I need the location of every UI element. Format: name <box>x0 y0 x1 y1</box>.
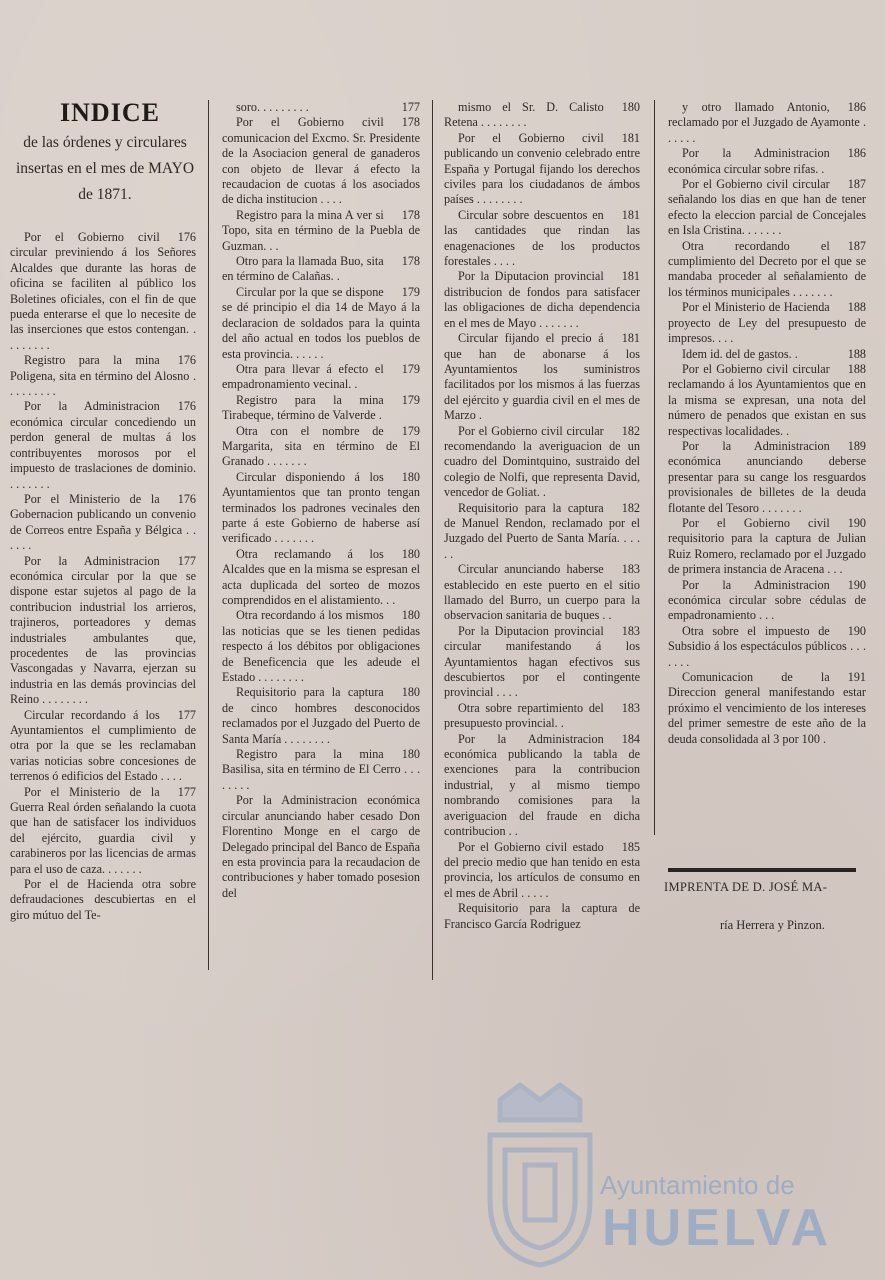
entry-page-number: 180 <box>621 100 640 114</box>
index-entry <box>222 285 420 362</box>
entry-page-number: 183 <box>621 700 640 715</box>
index-entry <box>222 470 420 547</box>
index-entry <box>222 793 420 901</box>
entry-page-number: 182 <box>621 500 640 515</box>
entry-page-number: 180 <box>401 608 420 623</box>
entry-page-number: 181 <box>621 207 640 222</box>
index-entry <box>10 353 196 399</box>
index-entry <box>444 901 640 932</box>
index-column-2 <box>222 100 420 901</box>
index-entry <box>222 424 420 470</box>
entry-text: Otra con el nombre de Margarita, sita en término de El Granado . . . . . . . <box>222 423 420 469</box>
index-entry <box>222 100 420 115</box>
entry-text: Circular recordando á los Ayuntamientos el cumplimiento de otra por la que se les reclamaban varias noticias sobre concesiones de terrenos ó edificios del Estado . . . . <box>10 707 196 784</box>
entry-page-number: 183 <box>621 562 640 577</box>
entry-page-number: 176 <box>177 230 196 244</box>
index-title: INDICE <box>60 98 160 127</box>
entry-page-number: 186 <box>847 100 866 114</box>
entry-text: y otro llamado Antonio, reclamado por el Juzgado de Ayamonte . . . . . . <box>668 100 866 145</box>
entry-text: Otra recordando á los mismos las noticias que se les tienen pedidas respecto á los débitos por obligaciones de Beneficencia que les adeude el Estado . . . . . . . . <box>222 608 420 685</box>
index-entry <box>668 300 866 346</box>
index-entry <box>444 208 640 270</box>
index-entry <box>444 331 640 423</box>
index-entry <box>10 785 196 877</box>
entry-text: Registro para la mina A ver si Topo, sita en término de la Puebla de Guzman. . . <box>222 207 420 253</box>
entry-text: Por el Ministerio de Hacienda proyecto de Ley del presupuesto de impresos. . . . <box>668 300 866 346</box>
entry-text: soro. . . . . . . . . <box>236 100 309 114</box>
index-entry <box>668 347 866 362</box>
entry-text: Por la Administracion económica circular anunciando haber cesado Don Florentino Monge en el cargo de Delegado principal del Banco de España en esta provincia para la recaudacion de contribuciones y haber tomado posesion del <box>222 793 420 900</box>
entry-text: Por la Administracion económica circular sobre rifas. . <box>668 146 830 176</box>
index-entry <box>222 393 420 424</box>
entry-page-number: 190 <box>847 577 866 592</box>
entry-text: Otra reclamando á los Alcaldes que en la misma se espresan el acta duplicada del sorteo de mozos comprendidos en el alistamiento. . . <box>222 546 420 607</box>
index-entry <box>222 115 420 207</box>
entry-page-number: 178 <box>401 207 420 222</box>
entry-text: Idem id. del de gastos. . <box>682 346 798 361</box>
column-divider <box>432 100 433 980</box>
entry-text: Comunicacion de la Direccion general manifestando estar próximo el vencimiento de los intereses del primer semestre de este año de la deuda consolidada al 3 por 100 . <box>668 670 866 746</box>
index-entry <box>668 516 866 578</box>
index-entry <box>444 840 640 902</box>
entry-page-number: 188 <box>847 300 866 315</box>
entry-page-number: 179 <box>401 423 420 438</box>
index-entry <box>668 439 866 516</box>
index-entry <box>668 239 866 301</box>
entry-page-number: 180 <box>401 685 420 700</box>
entry-page-number: 176 <box>177 491 196 506</box>
entry-text: Otra sobre el impuesto de Subsidio á los espectáculos públicos . . . . . . . <box>668 623 866 669</box>
entry-page-number: 180 <box>401 747 420 762</box>
entry-text: Registro para la mina Basilisa, sita en término de El Cerro . . . . . . . . <box>222 747 420 792</box>
entry-text: Registro para la mina Poligena, sita en término del Alosno . . . . . . . . . <box>10 353 196 399</box>
entry-text: Por la Administracion económica circular concediendo un perdon general de multas á los contribuyentes morosos por el impuesto de traslaciones de dominio. . . . . . . . <box>10 399 196 491</box>
entry-page-number: 178 <box>401 115 420 130</box>
entry-text: Por el Gobierno civil circular reclamando á los Ayuntamientos que en la misma se expresan, una nota del número de penados que existan en sus respectivas localidades. . <box>668 361 866 438</box>
entry-page-number: 177 <box>177 784 196 799</box>
index-entry <box>444 100 640 131</box>
entry-text: Por el Gobierno civil comunicacion del Excmo. Sr. Presidente de la Asociacion general de ganaderos con objeto de llevar á efecto la recaudacion de cuotas á los asociados de dicha institucion . . . . <box>222 115 420 207</box>
index-column-3 <box>444 100 640 932</box>
index-entry <box>10 877 196 923</box>
index-entry <box>668 177 866 239</box>
entry-text: Por la Diputacion provincial distribucion de fondos para satisfacer las obligaciones de dicha dependencia en el mes de Mayo . . . . . . . <box>444 269 640 330</box>
entry-text: mismo el Sr. D. Calisto Retena . . . . . . . . <box>444 100 604 130</box>
entry-page-number: 183 <box>621 623 640 638</box>
entry-page-number: 180 <box>401 546 420 561</box>
entry-text: Requisitorio para la captura de cinco hombres desconocidos reclamados por el Juzgado del Puerto de Santa María . . . . . . . . <box>222 685 420 746</box>
index-entry <box>444 501 640 563</box>
entry-page-number: 181 <box>621 331 640 346</box>
index-entry <box>668 624 866 670</box>
entry-page-number: 177 <box>401 100 420 114</box>
entry-text: Otra para llevar á efecto el empadronamiento vecinal. . <box>222 361 384 392</box>
entry-text: Por el Ministerio de la Guerra Real órden señalando la cuota que han de satisfacer los individuos del ejército, guardia civil y carabineros por las licencias de armas para el uso de caza. . . . . . . <box>10 784 196 876</box>
entry-text: Otra recordando el cumplimiento del Decreto por el que se mandaba proceder al señalamiento de los términos municipales . . . . . . . <box>668 238 866 299</box>
watermark-text-top: Ayuntamiento de <box>600 1170 795 1200</box>
entry-text: Por el Gobierno civil publicando un convenio celebrado entre España y Portugal fijando los derechos civiles para los ciudadanos de ámbos países . . . . . . . . <box>444 130 640 207</box>
imprint-rule <box>668 868 856 872</box>
entry-text: Por la Administracion económica circular sobre cédulas de empadronamiento . . . <box>668 577 866 623</box>
column-divider <box>654 100 655 835</box>
index-entry <box>444 131 640 208</box>
index-entry <box>668 146 866 177</box>
index-entry <box>10 492 196 554</box>
entry-text: Por el Gobierno civil requisitorio para la captura de Julian Ruiz Romero, reclamado por el Juzgado de primera instancia de Aracena . . . <box>668 515 866 577</box>
entry-page-number: 187 <box>847 177 866 192</box>
entry-text: Por el Gobierno civil circular señalando los dias en que han de tener efecto la eleccion parcial de Concejales en Isla Cristina. . . . . . . <box>668 177 866 238</box>
entry-page-number: 190 <box>847 623 866 638</box>
entry-page-number: 191 <box>847 670 866 685</box>
entry-text: Por el Gobierno civil circular recomendando la averiguacion de un cuadro del Domintquino, sustraido del colegio de Nolfi, que representa David, vencedor de Goliat. . <box>444 423 640 500</box>
index-entry <box>222 685 420 747</box>
index-entry <box>10 399 196 491</box>
entry-text: Registro para la mina Tirabeque, término de Valverde . <box>222 392 384 423</box>
entry-text: Requisitorio para la captura de Francisco García Rodriguez <box>444 901 640 931</box>
entry-text: Por el Ministerio de la Gobernacion publicando un convenio de Correos entre España y Bélgica . . . . . . <box>10 491 196 553</box>
index-entry <box>10 230 196 353</box>
index-entry <box>222 254 420 285</box>
entry-text: Circular disponiendo á los Ayuntamientos que tan pronto tengan terminados los padrones vecinales den parte á este Gobierno de haberse así verificado . . . . . . . <box>222 469 420 546</box>
entry-text: Por el Gobierno civil circular previniendo á los Señores Alcaldes que durante las horas de oficina se faciliten al público los Boletines oficiales, con el fin de que pueda enterarse el que lo necesite de las inserciones que estos contengan. . . . . . . . . <box>10 230 196 352</box>
entry-page-number: 177 <box>177 707 196 722</box>
index-entry <box>222 208 420 254</box>
index-entry <box>10 554 196 708</box>
index-entry <box>444 424 640 501</box>
entry-text: Por la Administracion económica anunciando deberse presentar para su cange los resguardos provisionales de billetes de la deuda flotante del Tesoro . . . . . . . <box>668 438 866 515</box>
index-entry <box>222 608 420 685</box>
entry-page-number: 176 <box>177 353 196 368</box>
index-column-1 <box>10 230 196 923</box>
index-entry <box>668 100 866 146</box>
entry-page-number: 188 <box>847 361 866 376</box>
entry-text: Por la Administracion económica circular por la que se dispone estar sujetos al pago de la contribucion industrial los arrieros, trajineros, porteadores y demas industriales ambulantes que, procedentes de las provincias Vascongadas y Navarra, ejerzan su industria en las demás provincias del Reino . . . . . . . . <box>10 553 196 707</box>
index-entry <box>444 269 640 331</box>
entry-page-number: 184 <box>621 731 640 746</box>
entry-text: Circular sobre descuentos en las cantidades que rindan las enagenaciones de los productos forestales . . . . <box>444 207 640 269</box>
entry-text: Requisitorio para la captura de Manuel Rendon, reclamado por el Juzgado del Puerto de Santa María. . . . . . <box>444 500 640 561</box>
column-divider <box>208 100 209 970</box>
index-entry <box>668 362 866 439</box>
imprint-line-2: ría Herrera y Pinzon. <box>720 918 825 932</box>
entry-text: Circular por la que se dispone se dé principio el dia 14 de Mayo á la declaracion de soldados para la quinta del año actual en todos los pueblos de esta provincia. . . . . . <box>222 284 420 361</box>
entry-page-number: 182 <box>621 423 640 438</box>
entry-text: Circular anunciando haberse establecido en este puerto en el sitio llamado del Burro, un cuerpo para la observacion sanitaria de buques . . <box>444 562 640 623</box>
entry-page-number: 187 <box>847 238 866 253</box>
entry-text: Por la Administracion económica publicando la tabla de exenciones para la contribucion industrial, y al mismo tiempo nombrando comisiones para la averiguacion del fraude en dicha contribucion . . <box>444 731 640 839</box>
entry-text: Otro para la llamada Buo, sita en término de Calañas. . <box>222 254 384 284</box>
entry-page-number: 179 <box>401 361 420 376</box>
entry-text: Circular fijando el precio á que han de abonarse á los Ayuntamientos los suministros facilitados por los mismos á las fuerzas del ejército y guardia civil en el mes de Marzo . <box>444 331 640 423</box>
index-entry <box>444 732 640 840</box>
entry-page-number: 176 <box>177 399 196 414</box>
entry-page-number: 178 <box>401 254 420 269</box>
index-column-4 <box>668 100 866 747</box>
entry-page-number: 179 <box>401 284 420 299</box>
entry-page-number: 186 <box>847 146 866 161</box>
index-entry <box>444 562 640 624</box>
entry-page-number: 190 <box>847 515 866 530</box>
index-entry <box>222 747 420 793</box>
index-entry <box>222 362 420 393</box>
index-subtitle: de las órdenes y circulares insertas en el mes de MAYO de 1871. <box>15 134 195 203</box>
entry-page-number: 181 <box>621 130 640 145</box>
entry-page-number: 181 <box>621 269 640 284</box>
watermark-text-bottom: HUELVA <box>602 1199 833 1257</box>
imprint-line-1: IMPRENTA DE D. JOSÉ MA- <box>664 880 828 894</box>
entry-page-number: 185 <box>621 839 640 854</box>
entry-text: Otra sobre repartimiento del presupuesto provincial. . <box>444 700 604 731</box>
index-entry <box>222 547 420 609</box>
entry-text: Por el de Hacienda otra sobre defraudaciones descubiertas en el giro mútuo del Te- <box>10 877 196 922</box>
entry-page-number: 180 <box>401 469 420 484</box>
index-entry <box>444 701 640 732</box>
entry-text: Por el Gobierno civil estado del precio medio que han tenido en esta provincia, los artículos de consumo en el mes de Abril . . . . . <box>444 839 640 900</box>
entry-page-number: 188 <box>847 346 866 361</box>
entry-page-number: 177 <box>177 553 196 568</box>
entry-page-number: 189 <box>847 438 866 453</box>
city-crest-watermark <box>470 1080 610 1270</box>
entry-text: Por la Diputacion provincial circular manifestando á los Ayuntamientos hagan efectivos sus descubiertos por el contingente provincial . . . . <box>444 623 640 700</box>
entry-page-number: 179 <box>401 392 420 407</box>
index-entry <box>444 624 640 701</box>
index-entry <box>668 670 866 747</box>
index-entry <box>10 708 196 785</box>
index-entry <box>668 578 866 624</box>
